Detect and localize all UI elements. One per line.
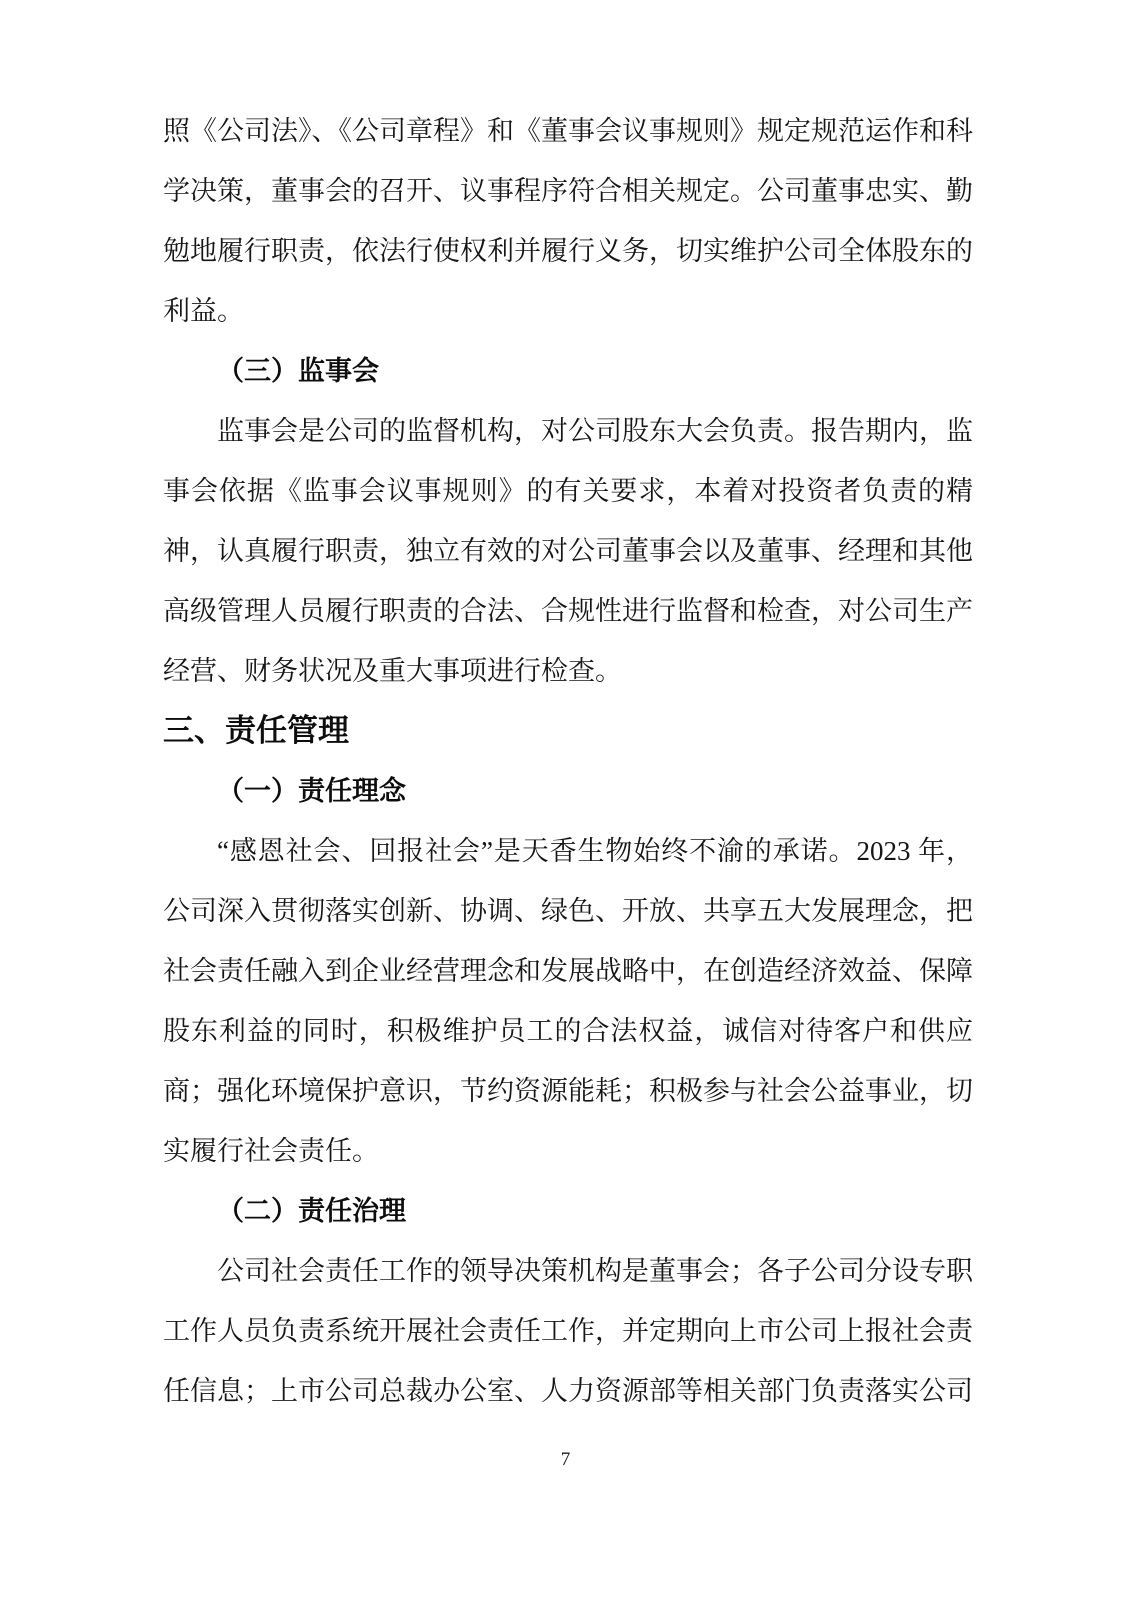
paragraph-board-governance-continuation: 照《公司法》、《公司章程》和《董事会议事规则》规定规范运作和科学决策，董事会的召开、议事程序符合相关规定。公司董事忠实、勤勉地履行职责，依法行使权利并履行义务，切实维护公司全体股东的利益。 <box>163 116 973 326</box>
page-number: 7 <box>560 1449 571 1470</box>
heading-supervisory-board: （三）监事会 <box>217 356 379 386</box>
paragraph-responsibility-governance: 公司社会责任工作的领导决策机构是董事会；各子公司分设专职工作人员负责系统开展社会责任工作，并定期向上市公司上报社会责任信息；上市公司总裁办公室、人力资源部等相关部门负责落实公司 <box>163 1256 973 1406</box>
heading-responsibility-management: 三、责任管理 <box>163 713 349 748</box>
heading-responsibility-philosophy: （一）责任理念 <box>217 776 406 806</box>
paragraph-supervisory-board: 监事会是公司的监督机构，对公司股东大会负责。报告期内，监事会依据《监事会议事规则》的有关要求，本着对投资者负责的精神，认真履行职责，独立有效的对公司董事会以及董事、经理和其他高级管理人员履行职责的合法、合规性进行监督和检查，对公司生产经营、财务状况及重大事项进行检查。 <box>163 416 973 686</box>
paragraph-responsibility-philosophy: “感恩社会、回报社会”是天香生物始终不渝的承诺。2023 年，公司深入贯彻落实创新、协调、绿色、开放、共享五大发展理念，把社会责任融入到企业经营理念和发展战略中，在创造经济效益、保障股东利益的同时，积极维护员工的合法权益，诚信对待客户和供应商；强化环境保护意识，节约资源能耗；积极参与社会公益事业，切实履行社会责任。 <box>163 836 973 1166</box>
heading-responsibility-governance: （二）责任治理 <box>217 1196 406 1226</box>
page-footer <box>0 1447 1131 1473</box>
document-content <box>163 101 973 1421</box>
